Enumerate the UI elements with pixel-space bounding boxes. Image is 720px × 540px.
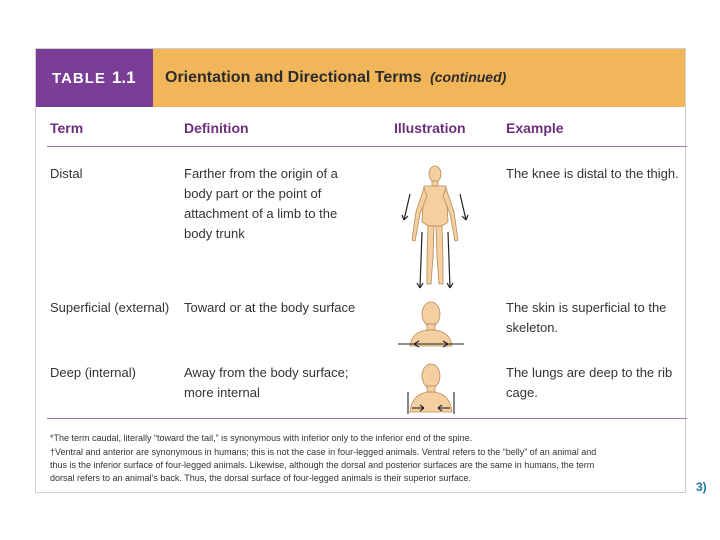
footnote-ventral-1: †Ventral and anterior are synonymous in humans; this is not the case in four-legged animals. Ventral refers to the “belly” of an animal and <box>50 447 597 457</box>
footnote-rule <box>47 418 687 419</box>
page-marker: 3) <box>696 480 707 494</box>
superficial-bust-illustration <box>396 298 466 354</box>
example-line: The lungs are deep to the rib <box>506 365 673 380</box>
row-superficial-definition <box>184 298 355 318</box>
example-line: The knee is distal to the thigh. <box>506 166 679 181</box>
footnote-caudal: *The term caudal, literally “toward the tail,” is synonymous with inferior only to the inferior end of the spine. <box>50 433 473 443</box>
table-tag-label: TABLE <box>52 69 106 87</box>
row-deep-term: Deep (internal) <box>50 365 136 380</box>
row-superficial-example <box>506 298 666 338</box>
header-rule <box>47 146 687 147</box>
column-header-illustration: Illustration <box>394 120 466 136</box>
example-line: The skin is superficial to the <box>506 300 667 315</box>
column-header-term: Term <box>50 120 84 136</box>
table-title <box>165 69 506 87</box>
example-line: skeleton. <box>506 320 559 335</box>
table-title-text: Orientation and Directional Terms <box>165 69 422 86</box>
table-frame <box>35 48 686 493</box>
row-distal-definition <box>184 164 338 244</box>
definition-line: Toward or at the body surface <box>184 300 356 315</box>
example-line: cage. <box>506 385 538 400</box>
deep-bust-illustration <box>400 360 462 416</box>
definition-line: Away from the body surface; <box>184 365 349 380</box>
row-deep-definition <box>184 363 349 403</box>
column-header-definition: Definition <box>184 120 249 136</box>
table-tag <box>36 49 153 107</box>
row-distal-term: Distal <box>50 166 83 181</box>
footnote-ventral-2: thus is the inferior surface of four-legged animals. Likewise, although the dorsal and posterior surfaces are the same in humans, the term <box>50 460 595 470</box>
row-distal-example <box>506 164 679 184</box>
definition-line: attachment of a limb to the <box>184 206 338 221</box>
definition-line: more internal <box>184 385 260 400</box>
table-number: 1.1 <box>111 68 136 87</box>
definition-line: Farther from the origin of a <box>184 166 338 181</box>
table-title-suffix: (continued) <box>430 69 507 85</box>
column-header-example: Example <box>506 120 564 136</box>
distal-body-illustration <box>400 162 470 292</box>
row-deep-example <box>506 363 672 403</box>
definition-line: body part or the point of <box>184 186 322 201</box>
row-superficial-term: Superficial (external) <box>50 300 170 315</box>
footnote-ventral-3: dorsal refers to an animal’s back. Thus, the dorsal surface of four-legged animals is their superior surface. <box>50 473 471 483</box>
definition-line: body trunk <box>184 226 245 241</box>
